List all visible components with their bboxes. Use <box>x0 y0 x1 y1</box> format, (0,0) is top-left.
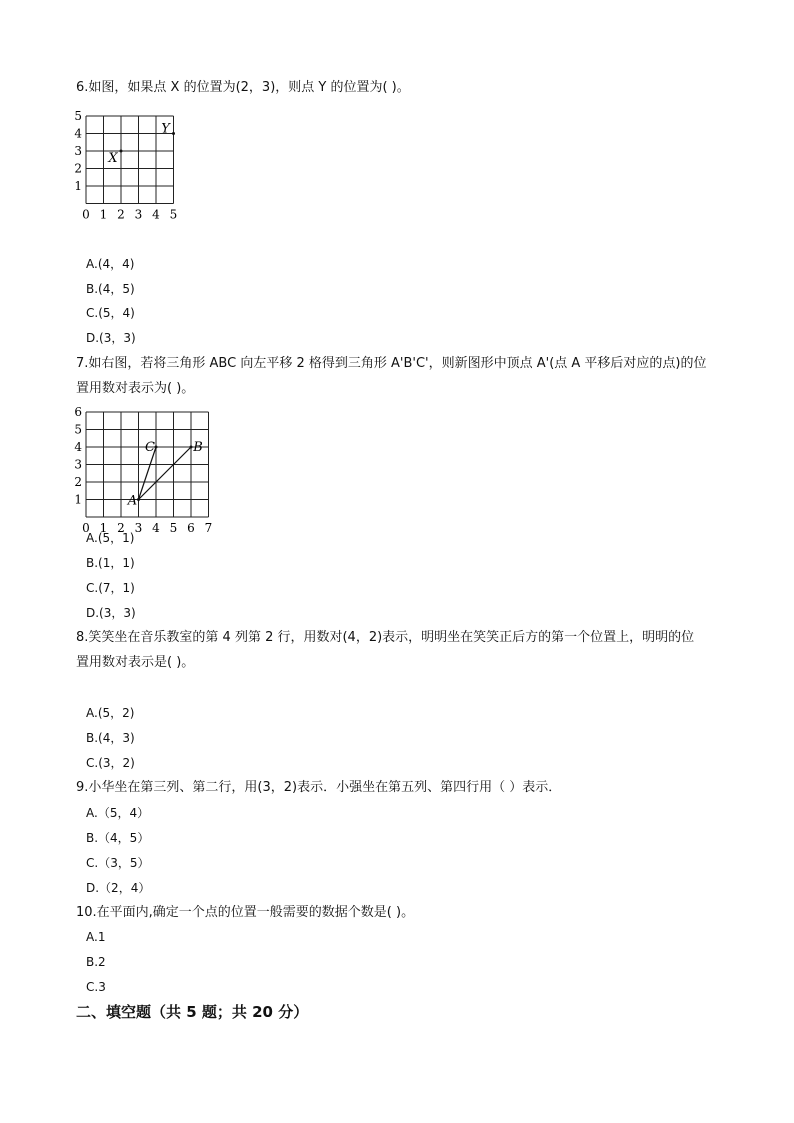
x-tick-label: 0 <box>82 207 90 222</box>
x-tick-label: 0 <box>82 521 90 535</box>
question-7-figure <box>72 404 213 535</box>
x-tick-label: 3 <box>134 207 143 222</box>
q7-option-d[interactable]: D.(3，3) <box>86 606 136 620</box>
q6-option-b[interactable]: B.(4，5) <box>86 282 135 296</box>
q7-option-b[interactable]: B.(1，1) <box>86 556 135 570</box>
x-tick-label: 5 <box>169 207 178 222</box>
question-10-text: 10.在平面内,确定一个点的位置一般需要的数据个数是( )。 <box>76 905 415 920</box>
q8-option-b[interactable]: B.(4，3) <box>86 731 135 745</box>
question-8-text-line1: 8.笑笑坐在音乐教室的第 4 列第 2 行，用数对(4，2)表示，明明坐在笑笑正后方的第一个位置上，明明的位 <box>76 630 695 645</box>
y-tick-label: 4 <box>74 126 82 141</box>
q7-option-a[interactable]: A.(5，1) <box>86 531 135 545</box>
q9-option-d[interactable]: D.（2，4） <box>86 881 151 895</box>
x-tick-label: 5 <box>169 521 178 535</box>
q8-option-a[interactable]: A.(5，2) <box>86 706 135 720</box>
section-title: 二、填空题（共 5 题；共 20 分） <box>76 1003 309 1021</box>
point-label-b: B <box>193 440 203 455</box>
x-tick-label: 4 <box>152 521 160 535</box>
x-tick-label: 2 <box>117 521 125 535</box>
q6-option-c[interactable]: C.(5，4) <box>86 306 135 320</box>
q9-option-c[interactable]: C.（3，5） <box>86 856 150 870</box>
q6-option-d[interactable]: D.(3，3) <box>86 331 136 345</box>
q7-option-c[interactable]: C.(7，1) <box>86 581 135 595</box>
q10-option-b[interactable]: B.2 <box>86 955 106 969</box>
q9-option-b[interactable]: B.（4，5） <box>86 831 150 845</box>
y-tick-label: 2 <box>74 475 82 489</box>
x-tick-label: 2 <box>117 207 125 222</box>
x-tick-label: 6 <box>187 521 195 535</box>
question-7-text-line2: 置用数对表示为( )。 <box>76 381 195 396</box>
y-tick-label: 5 <box>74 422 82 437</box>
question-6-figure <box>72 108 202 227</box>
q9-option-a[interactable]: A.（5，4） <box>86 806 150 820</box>
point-x <box>120 150 123 153</box>
point-y <box>172 132 175 135</box>
point-b <box>190 446 193 449</box>
question-7-text-line1: 7.如右图，若将三角形 ABC 向左平移 2 格得到三角形 A'B'C'，则新图形中顶点 A'(点 A 平移后对应的点)的位 <box>76 356 707 371</box>
grid-figure-6 <box>72 108 202 223</box>
y-tick-label: 5 <box>74 109 82 123</box>
x-tick-label: 7 <box>204 521 213 535</box>
y-tick-label: 3 <box>74 144 82 158</box>
point-label-a: A <box>127 493 138 509</box>
question-8-text-line2: 置用数对表示是( )。 <box>76 655 195 670</box>
q10-option-a[interactable]: A.1 <box>86 930 106 944</box>
y-tick-label: 6 <box>74 405 82 419</box>
point-label-x: X <box>108 151 118 166</box>
y-tick-label: 2 <box>74 161 82 176</box>
grid-figure-7 <box>72 404 213 535</box>
q8-option-c[interactable]: C.(3，2) <box>86 756 135 770</box>
x-tick-label: 1 <box>99 207 108 222</box>
y-tick-label: 3 <box>74 457 82 472</box>
y-tick-label: 1 <box>74 492 82 507</box>
y-tick-label: 4 <box>74 440 82 454</box>
x-tick-label: 4 <box>152 207 160 222</box>
point-label-y: Y <box>161 121 170 137</box>
question-6-text: 6.如图，如果点 X 的位置为(2，3)，则点 Y 的位置为( )。 <box>76 80 410 95</box>
point-label-c: C <box>145 440 155 455</box>
x-tick-label: 3 <box>134 521 143 535</box>
point-a <box>137 498 140 501</box>
y-tick-label: 1 <box>74 179 82 193</box>
question-9-text: 9.小华坐在第三列、第二行，用(3，2)表示．小强坐在第五列、第四行用（ ）表示． <box>76 780 562 795</box>
q10-option-c[interactable]: C.3 <box>86 980 106 994</box>
q6-option-a[interactable]: A.(4，4) <box>86 257 135 271</box>
x-tick-label: 1 <box>99 521 108 535</box>
